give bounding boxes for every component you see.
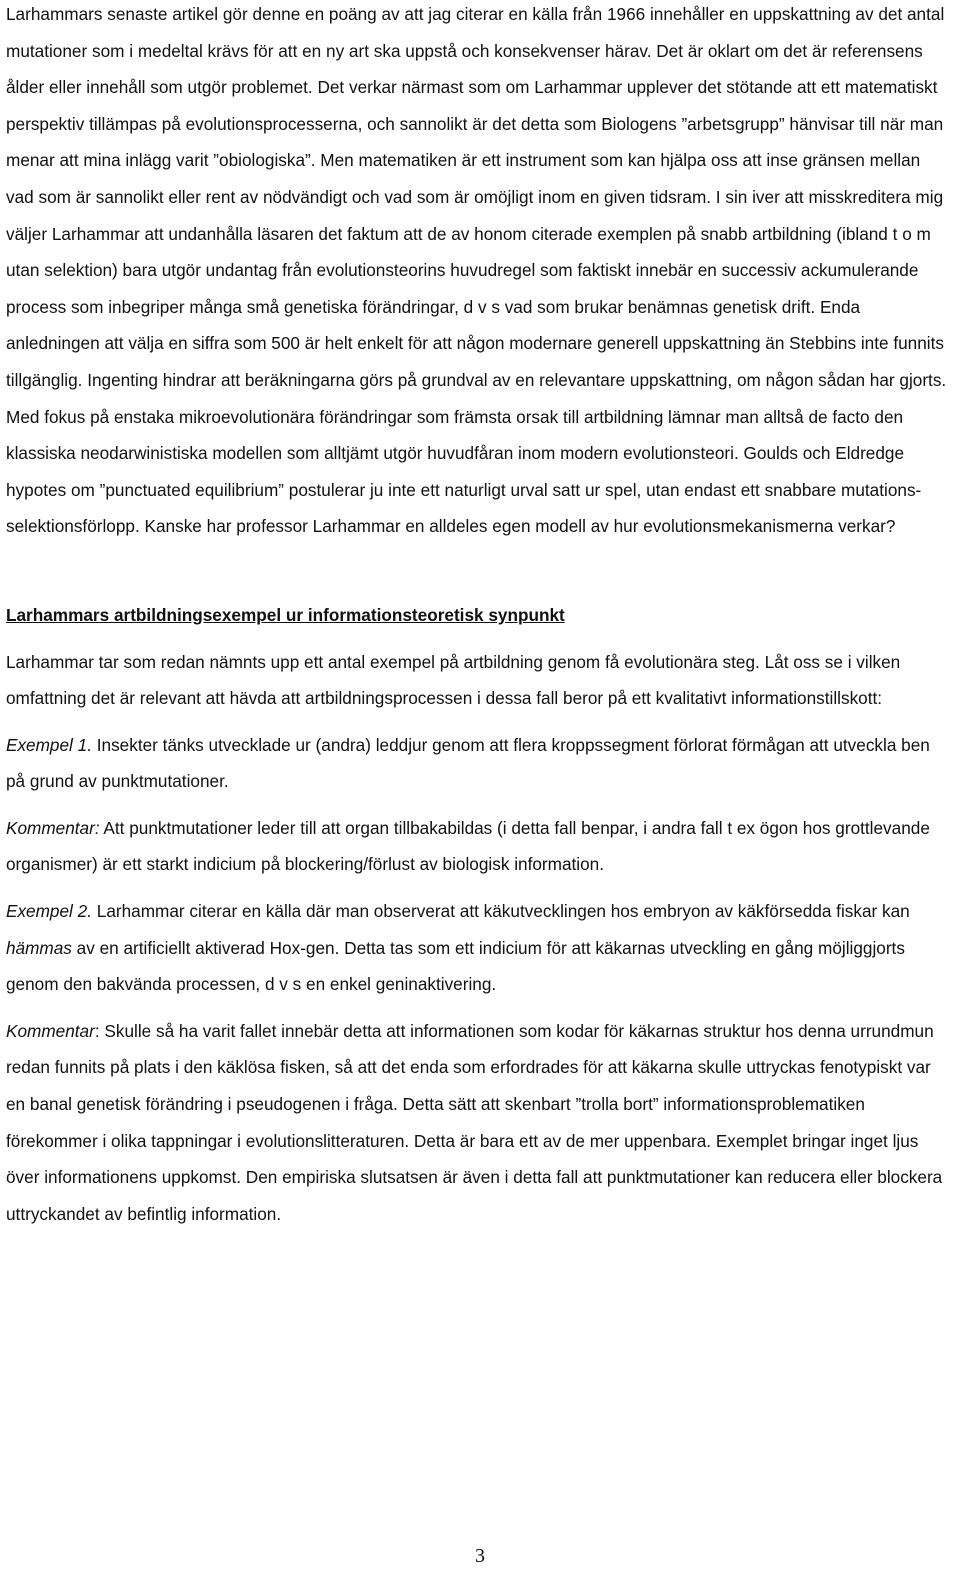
comment-2-paragraph: [6, 1013, 950, 1233]
comment-1-text: Att punktmutationer leder till att organ tillbakabildas (i detta fall benpar, i andra fall t ex ögon hos grottlevande organismer) är ett starkt indicium på blockering/förlust av biologisk information.: [6, 817, 930, 875]
example-1-label: Exempel 1.: [6, 734, 92, 755]
comment-2-label: Kommentar: [6, 1020, 95, 1041]
document-page: [6, 0, 950, 1232]
example-2-text-b: av en artificiellt aktiverad Hox-gen. Detta tas som ett indicium för att käkarnas utveckling en gång möjliggjorts genom den bakvända processen, d v s en enkel geninaktivering.: [6, 937, 905, 995]
section-heading: [6, 597, 950, 634]
intro-paragraph: Larhammars senaste artikel gör denne en poäng av att jag citerar en källa från 1966 innehåller en uppskattning av det antal mutationer som i medeltal krävs för att en ny art ska uppstå och konsekvenser härav. Det är oklart om det är referensens ålder eller innehåll som utgör problemet. Det verkar närmast som om Larhammar upplever det stötande att ett matematiskt perspektiv tillämpas på evolutionsprocesserna, och sannolikt är det detta som Biologens ”arbetsgrupp” hänvisar till när man menar att mina inlägg varit ”obiologiska”. Men matematiken är ett instrument som kan hjälpa oss att inse gränsen mellan vad som är sannolikt eller rent av nödvändigt och vad som är omöjligt inom en given tidsram. I sin iver att misskreditera mig väljer Larhammar att undanhålla läsaren det faktum att de av honom citerade exemplen på snabb artbildning (ibland t o m utan selektion) bara utgör undantag från evolutionsteorins huvudregel som faktiskt innebär en successiv ackumulerande process som inbegriper många små genetiska förändringar, d v s vad som brukar benämnas genetisk drift. Enda anledningen att välja en siffra som 500 är helt enkelt för att någon modernare generell uppskattning än Stebbins inte funnits tillgänglig. Ingenting hindrar att beräkningarna görs på grundval av en relevantare uppskattning, om någon sådan har gjorts. Med fokus på enstaka mikroevolutionära förändringar som främsta orsak till artbildning lämnar man alltså de facto den klassiska neodarwinistiska modellen som alltjämt utgör huvudfåran inom modern evolutionsteori. Goulds och Eldredge hypotes om ”punctuated equilibrium” postulerar ju inte ett naturligt urval satt ur spel, utan endast ett snabbare mutations-selektionsförlopp. Kanske har professor Larhammar en alldeles egen modell av hur evolutionsmekanismerna verkar?: [6, 4, 947, 537]
page-number: 3: [475, 1545, 485, 1567]
example-2-label: Exempel 2.: [6, 901, 92, 922]
section-heading-text: Larhammars artbildningsexempel ur informationsteoretisk synpunkt: [6, 604, 565, 625]
example-2-paragraph: [6, 893, 950, 1003]
example-2-text-a: Larhammar citerar en källa där man observerat att käkutvecklingen hos embryon av käkförsedda fiskar kan: [91, 901, 910, 922]
example-2-italic-word: hämmas: [6, 937, 72, 958]
example-1-paragraph: [6, 727, 950, 800]
comment-1-label: Kommentar:: [6, 817, 100, 838]
section-intro-paragraph: Larhammar tar som redan nämnts upp ett antal exempel på artbildning genom få evolutionära steg. Låt oss se i vilken omfattning det är relevant att hävda att artbildningsprocessen i dessa fall beror på ett kvalitativt informationstillskott:: [6, 651, 901, 709]
comment-1-paragraph: [6, 810, 950, 883]
comment-2-text: : Skulle så ha varit fallet innebär detta att informationen som kodar för käkarnas struktur hos denna urrundmun redan funnits på plats i den käklösa fisken, så att det enda som erfordrades för att käkarna skulle uttryckas fenotypiskt var en banal genetisk förändring i pseudogenen i fråga. Detta sätt att skenbart ”trolla bort” informationsproblematiken förekommer i olika tappningar i evolutionslitteraturen. Detta är bara ett av de mer uppenbara. Exemplet bringar inget ljus över informationens uppkomst. Den empiriska slutsatsen är även i detta fall att punktmutationer kan reducera eller blockera uttryckandet av befintlig information.: [6, 1020, 943, 1224]
example-1-text: Insekter tänks utvecklade ur (andra) leddjur genom att flera kroppssegment förlorat förmågan att utveckla ben på grund av punktmutationer.: [6, 734, 930, 792]
